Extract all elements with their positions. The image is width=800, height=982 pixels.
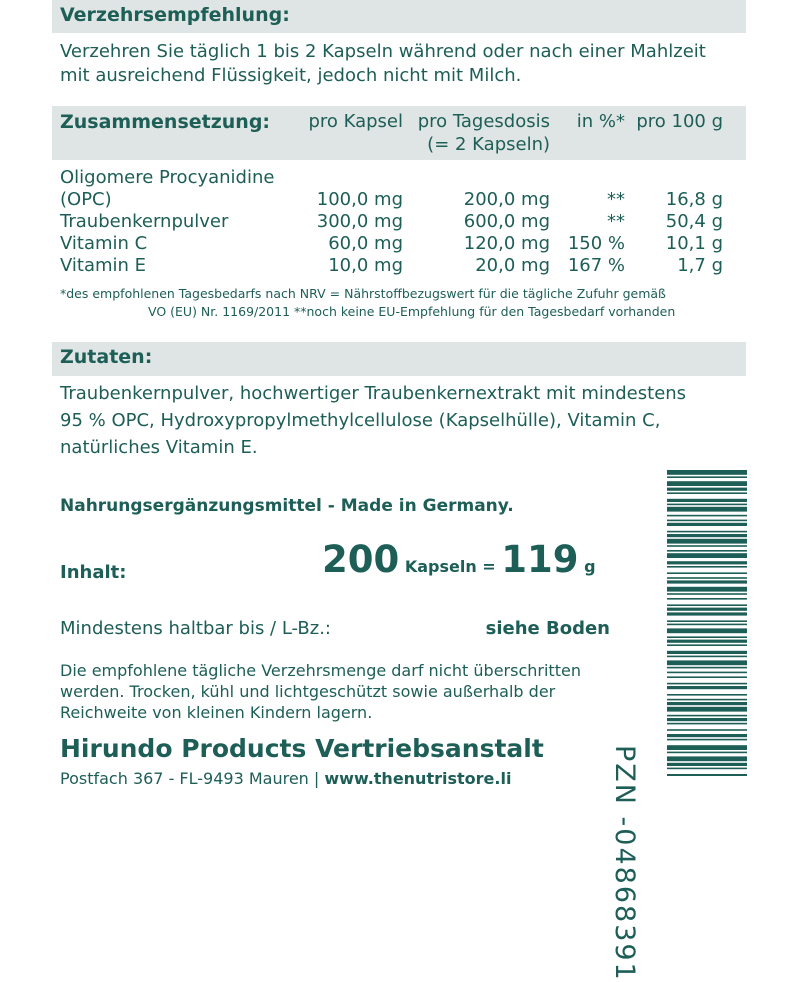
warning-line-2: werden. Trocken, kühl und lichtgeschützt sowie außerhalb der [60, 682, 556, 701]
row-grapeseed-per100: 50,4 g [665, 211, 723, 232]
company-address-line [60, 767, 511, 790]
row-opc-per100: 16,8 g [665, 189, 723, 210]
ingredients-line-1: Traubenkernpulver, hochwertiger Traubenkernextrakt mit mindestens [60, 383, 687, 404]
company-website: www.thenutristore.li [324, 769, 512, 788]
product-type-line: Nahrungsergänzungsmittel - Made in Germany. [60, 496, 514, 516]
pzn-code: PZN -04868391 [609, 745, 640, 982]
company-name: Hirundo Products Vertriebsanstalt [60, 734, 544, 763]
company-address: Postfach 367 - FL-9493 Mauren | [60, 769, 320, 788]
col-header-capsule: pro Kapsel [308, 111, 403, 132]
col-header-daily: pro Tagesdosis [417, 111, 550, 132]
barcode-icon [667, 470, 747, 776]
row-opc-name: Oligomere Procyanidine [60, 167, 275, 188]
capsule-count: 200 [322, 538, 400, 581]
row-opc-daily: 200,0 mg [463, 189, 550, 210]
net-weight: 119 [501, 538, 579, 581]
row-vitamin-c-capsule: 60,0 mg [328, 233, 403, 254]
row-vitamin-c-name: Vitamin C [60, 233, 148, 254]
ingredients-heading-band [52, 342, 746, 376]
row-vitamin-e-capsule: 10,0 mg [328, 255, 403, 276]
row-vitamin-e-name: Vitamin E [60, 255, 147, 276]
warning-line-3: Reichweite von kleinen Kindern lagern. [60, 703, 373, 722]
footnote-2: VO (EU) Nr. 1169/2011 **noch keine EU-Empfehlung für den Tagesbedarf vorhanden [148, 304, 676, 319]
row-vitamin-c-per100: 10,1 g [665, 233, 723, 254]
ingredients-line-2: 95 % OPC, Hydroxypropylmethylcellulose (Kapselhülle), Vitamin C, [60, 410, 661, 431]
best-before-value: siehe Boden [485, 618, 610, 639]
row-vitamin-e-per100: 1,7 g [677, 255, 723, 276]
capsule-count-unit: Kapseln = [404, 557, 496, 576]
footnote-1: *des empfohlenen Tagesbedarfs nach NRV = Nährstoffbezugswert für die tägliche Zufuhr gemäß [60, 286, 666, 301]
dosage-heading: Verzehrsempfehlung: [60, 4, 290, 26]
content-quantity [322, 538, 596, 581]
row-grapeseed-capsule: 300,0 mg [316, 211, 403, 232]
warning-line-1: Die empfohlene tägliche Verzehrsmenge darf nicht überschritten [60, 661, 581, 680]
row-vitamin-c-percent: 150 % [567, 233, 625, 254]
row-vitamin-e-daily: 20,0 mg [475, 255, 550, 276]
col-header-percent: in %* [576, 111, 625, 132]
composition-heading: Zusammensetzung: [60, 111, 271, 133]
row-grapeseed-name: Traubenkernpulver [60, 211, 229, 232]
dosage-heading-band [52, 0, 746, 33]
row-grapeseed-daily: 600,0 mg [463, 211, 550, 232]
dosage-line-2: mit ausreichend Flüssigkeit, jedoch nicht mit Milch. [60, 65, 522, 86]
col-header-100g: pro 100 g [636, 111, 723, 132]
ingredients-line-3: natürliches Vitamin E. [60, 437, 258, 458]
row-vitamin-c-daily: 120,0 mg [463, 233, 550, 254]
row-grapeseed-percent: ** [607, 211, 625, 232]
content-label: Inhalt: [60, 562, 127, 583]
col-header-daily-sub: (= 2 Kapseln) [427, 134, 550, 155]
row-vitamin-e-percent: 167 % [567, 255, 625, 276]
row-opc-percent: ** [607, 189, 625, 210]
row-opc-capsule: 100,0 mg [316, 189, 403, 210]
ingredients-heading: Zutaten: [60, 346, 153, 368]
best-before-label: Mindestens haltbar bis / L-Bz.: [60, 618, 331, 639]
row-opc-name-2: (OPC) [60, 189, 112, 210]
dosage-line-1: Verzehren Sie täglich 1 bis 2 Kapseln während oder nach einer Mahlzeit [60, 41, 706, 62]
net-weight-unit: g [584, 557, 596, 576]
